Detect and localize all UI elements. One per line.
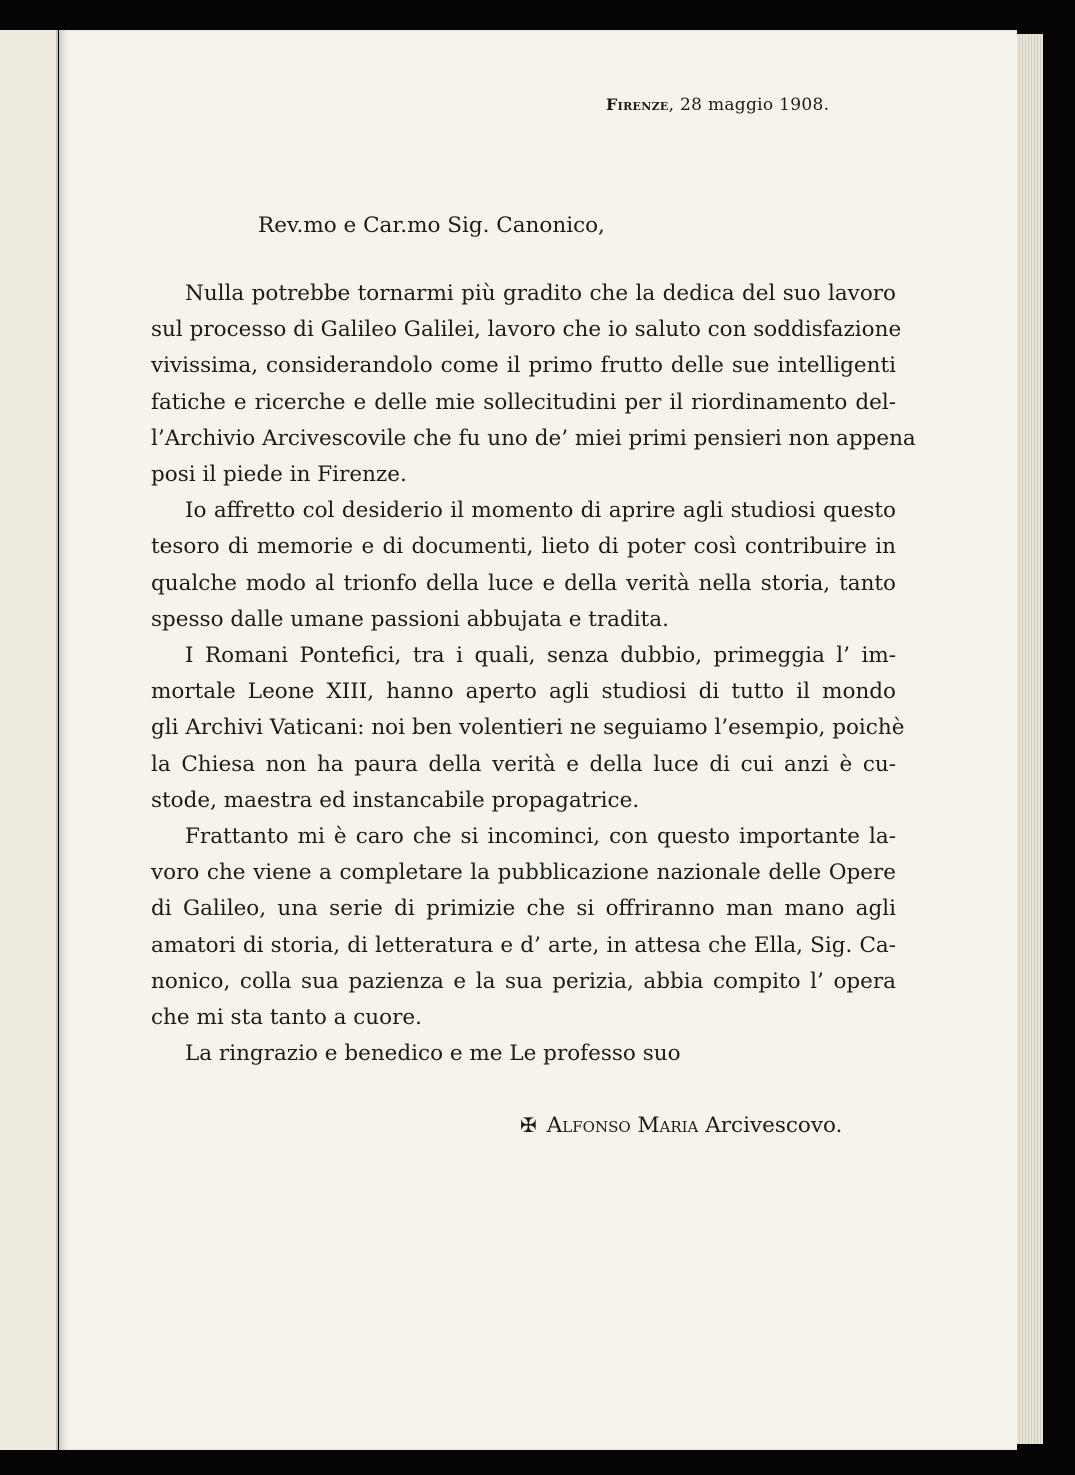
text-line: di Galileo, una serie di primizie che si offriranno man mano agli <box>151 896 896 922</box>
text-line: mortale Leone XIII, hanno aperto agli studiosi di tutto il mondo <box>151 679 896 705</box>
dateline-city: Firenze <box>606 95 669 114</box>
text-line: I Romani Pontefici, tra i quali, senza dubbio, primeggia l’ im- <box>185 643 896 669</box>
text-line: Frattanto mi è caro che si incominci, con questo importante la- <box>185 824 896 850</box>
text-line: amatori di storia, di letteratura e d’ arte, in attesa che Ella, Sig. Ca- <box>151 932 896 958</box>
text-line: l’Archivio Arcivescovile che fu uno de’ miei primi pensieri non appena <box>151 425 916 451</box>
signature-name: Alfonso Maria <box>546 1113 699 1138</box>
text-line: fatiche e ricerche e delle mie sollecitudini per il riordinamento del- <box>151 389 896 415</box>
text-line: tesoro di memorie e di documenti, lieto di poter così contribuire in <box>151 534 896 560</box>
text-line: sul processo di Galileo Galilei, lavoro che io saluto con soddisfazione <box>151 317 902 343</box>
text-line: posi il piede in Firenze. <box>151 462 407 488</box>
text-line: spesso dalle umane passioni abbujata e tradita. <box>151 606 669 632</box>
signature <box>520 1113 842 1138</box>
page-stack-edges <box>1017 34 1043 1444</box>
dateline-date: , 28 maggio 1908. <box>668 95 830 115</box>
letter-body <box>151 276 916 1072</box>
text-line: la Chiesa non ha paura della verità e della luce di cui anzi è cu- <box>151 751 896 777</box>
text-line: Io affretto col desiderio il momento di aprire agli studiosi questo <box>185 498 896 524</box>
left-page-edge <box>0 30 58 1450</box>
text-line: voro che viene a completare la pubblicazione nazionale delle Opere <box>151 860 896 886</box>
dateline <box>606 95 829 115</box>
text-line: Nulla potrebbe tornarmi più gradito che la dedica del suo lavoro <box>185 281 896 306</box>
text-line: gli Archivi Vaticani: noi ben volentieri ne seguiamo l’esempio, poichè <box>151 715 905 741</box>
text-line: La ringrazio e benedico e me Le professo suo <box>185 1041 681 1067</box>
cross-icon: ✠ <box>520 1113 537 1137</box>
text-line: che mi sta tanto a cuore. <box>151 1005 422 1031</box>
salutation: Rev.mo e Car.mo Sig. Canonico, <box>258 213 605 238</box>
text-line: stode, maestra ed instancabile propagatrice. <box>151 787 640 813</box>
text-line: nonico, colla sua pazienza e la sua perizia, abbia compito l’ opera <box>151 968 896 994</box>
text-line: vivissima, considerandolo come il primo frutto delle sue intelligenti <box>151 353 896 379</box>
text-line: qualche modo al trionfo della luce e della verità nella storia, tanto <box>151 570 896 596</box>
signature-title: Arcivescovo. <box>698 1113 843 1138</box>
